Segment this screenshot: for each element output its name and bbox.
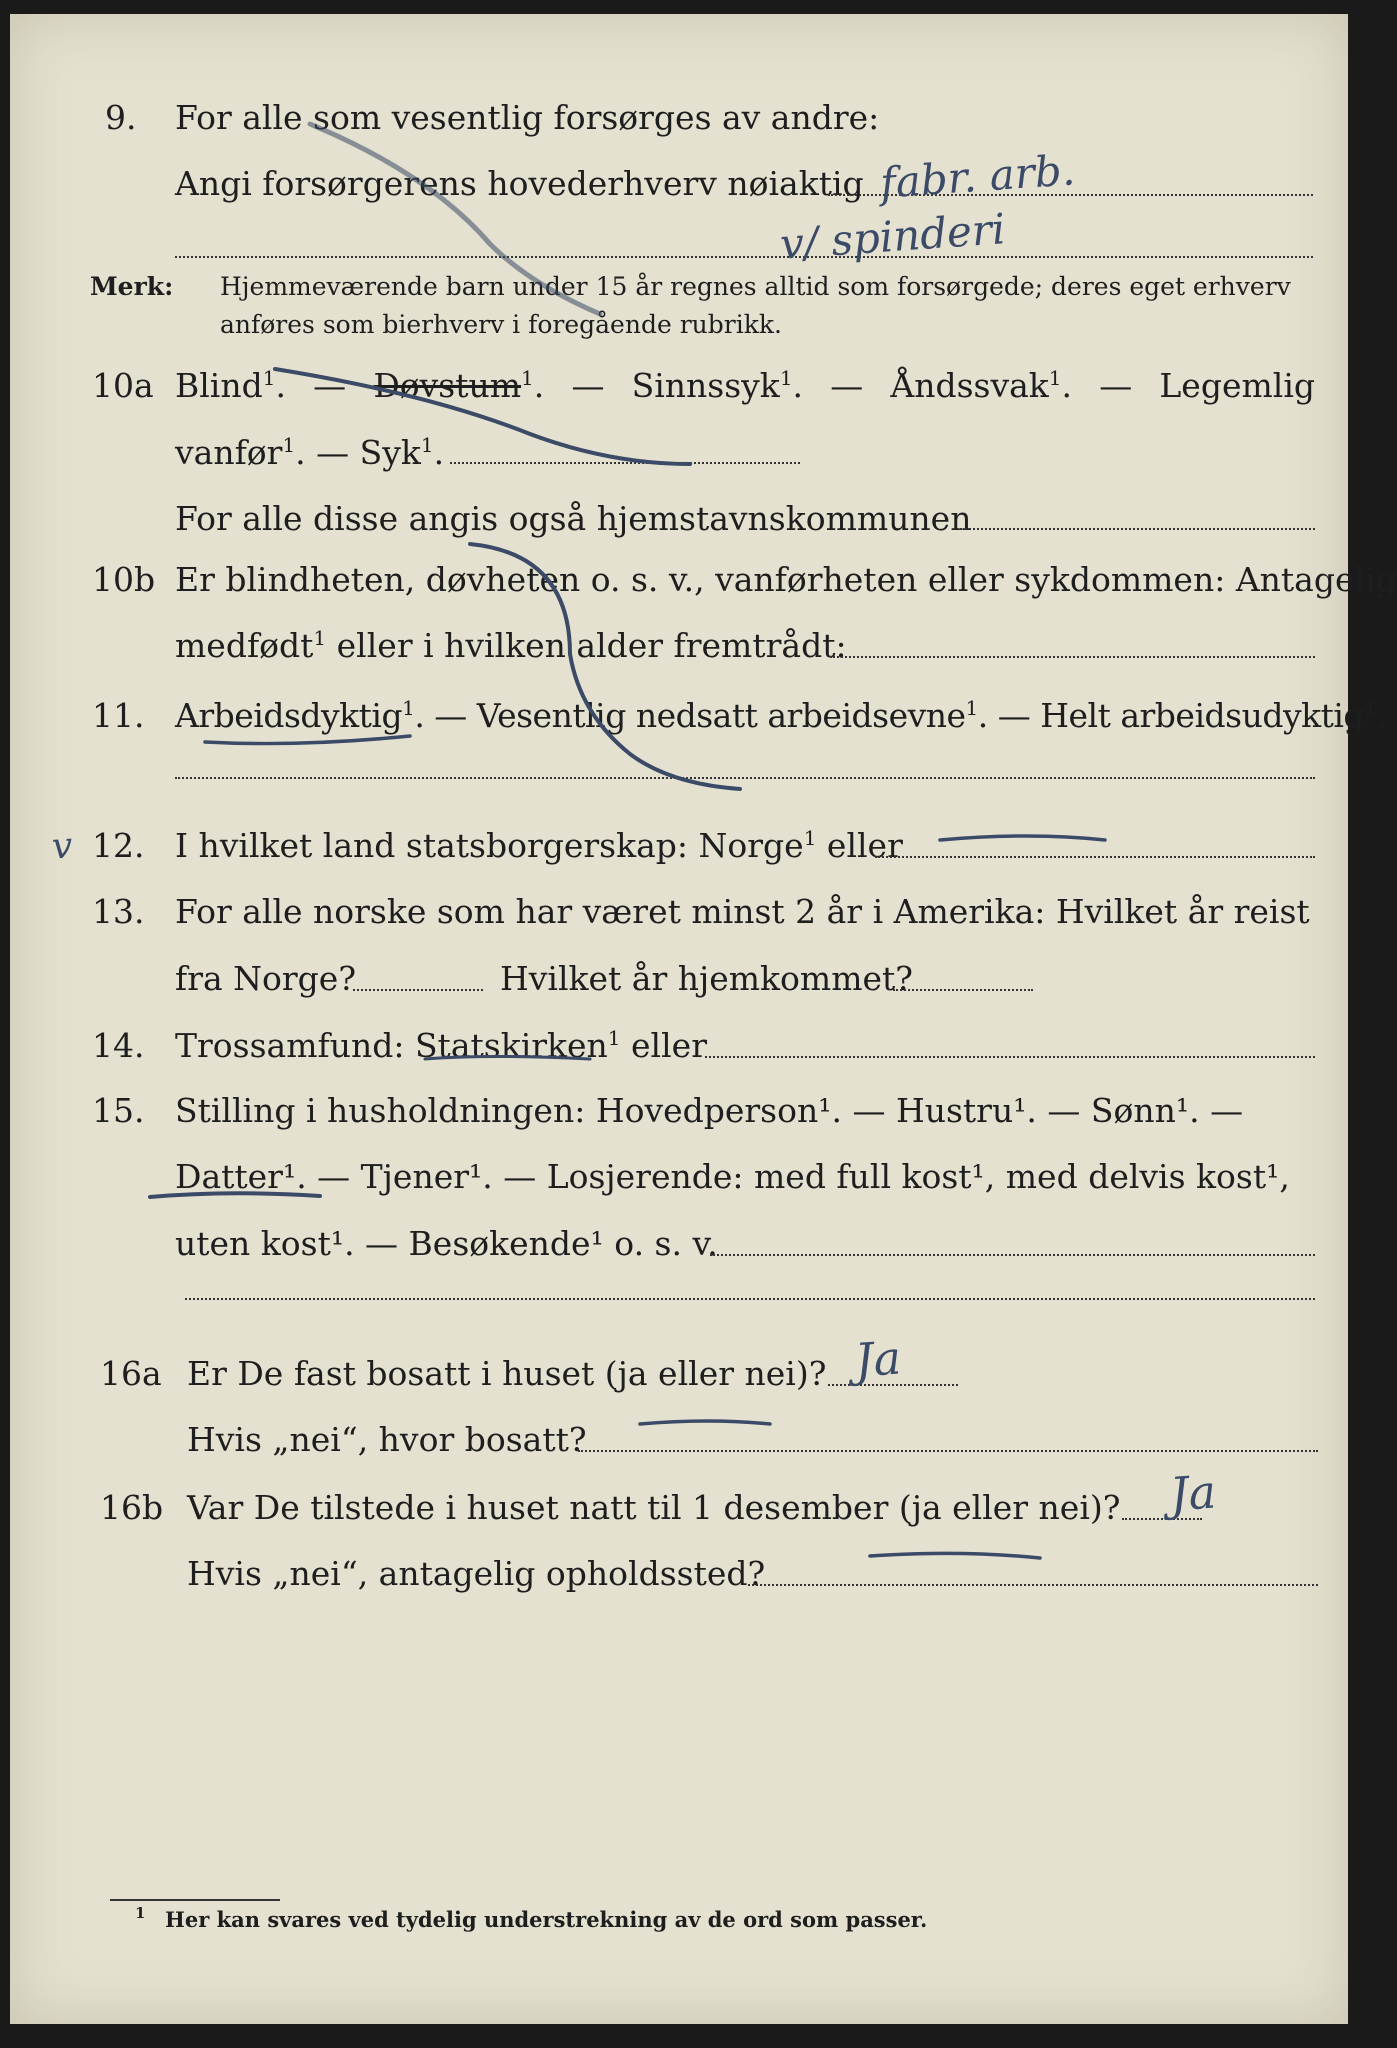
q12-line1: I hvilket land statsborgerskap: Norge$^1$ eller	[175, 826, 903, 865]
q16a-answer-dash	[640, 1421, 770, 1424]
q10a-andssvak: Åndssvak$^1$.	[890, 366, 1073, 405]
q16b-handwritten-answer: Ja	[1168, 1464, 1218, 1522]
q10b-line2: medfødt$^1$ eller i hvilken alder fremtrådt:	[175, 626, 847, 665]
q13-line2b: Hvilket år hjemkommet?	[500, 959, 913, 998]
merk-label: Merk:	[90, 272, 174, 301]
q16a-line1: Er De fast bosatt i huset (ja eller nei)?	[187, 1354, 827, 1393]
pencil-marks-layer	[10, 14, 1348, 2024]
q10a-sinnssyk: Sinnssyk$^1$.	[631, 366, 804, 405]
q12-answer-dash	[940, 836, 1105, 840]
q14-line1: Trossamfund: Statskirken$^1$ eller	[175, 1026, 707, 1065]
q11-number: 11.	[92, 696, 145, 735]
q10a-line1: Blind$^1$. — Døvstum$^1$. — Sinnssyk$^1$. — Åndssvak$^1$. — Legemlig	[175, 366, 1315, 405]
census-form-page	[10, 14, 1397, 2024]
q12-number: 12.	[92, 826, 145, 865]
q9-line2: Angi forsørgerens hovederhverv nøiaktig	[175, 164, 864, 203]
q16a-handwritten-answer: Ja	[853, 1330, 903, 1388]
q9-handwritten-answer-1: fabr. arb.	[878, 145, 1077, 208]
q9-number: 9.	[105, 98, 137, 137]
merk-line1: Hjemmeværende barn under 15 år regnes alltid som forsørgede; deres eget erhverv	[220, 272, 1291, 301]
q12-tick-mark: v	[50, 825, 74, 868]
q14-number: 14.	[92, 1026, 145, 1065]
q11-line1: Arbeidsdyktig$^1$. — Vesentlig nedsatt arbeidsevne$^1$. — Helt arbeidsudyktig$^1$.	[175, 696, 1387, 735]
q15-line1: Stilling i husholdningen: Hovedperson¹. — Hustru¹. — Sønn¹. —	[175, 1091, 1244, 1130]
q13-number: 13.	[92, 892, 145, 931]
q10a-line2: vanfør$^1$. — Syk$^1$.	[175, 433, 445, 472]
q13-line2a: fra Norge?	[175, 959, 357, 998]
q15-line2: Datter¹. — Tjener¹. — Losjerende: med full kost¹, med delvis kost¹,	[175, 1157, 1290, 1196]
footnote-text: Her kan svares ved tydelig understrekning av de ord som passer.	[165, 1907, 928, 1932]
q10a-dovstum: Døvstum$^1$.	[373, 366, 545, 405]
q11-underline-mark	[205, 736, 410, 744]
q13-line1: For alle norske som har været minst 2 år i Amerika: Hvilket år reist	[175, 892, 1310, 931]
q10a-number: 10a	[92, 366, 154, 405]
q14-underline-mark	[425, 1057, 590, 1060]
q10a-line3: For alle disse angis også hjemstavnskommunen	[175, 499, 972, 538]
q9-handwritten-answer-2: v/ spinderi	[778, 204, 1007, 269]
q11-strike-mark	[470, 544, 740, 789]
q16b-line1: Var De tilstede i huset natt til 1 desember (ja eller nei)?	[187, 1488, 1121, 1527]
q16b-line2: Hvis „nei“, antagelig opholdssted?	[187, 1554, 766, 1593]
q10b-number: 10b	[92, 560, 156, 599]
q10a-legemlig: Legemlig	[1159, 366, 1315, 405]
q15-number: 15.	[92, 1091, 145, 1130]
q10b-line1: Er blindheten, døvheten o. s. v., vanførheten eller sykdommen: Antagelig	[175, 560, 1397, 599]
q16b-number: 16b	[100, 1488, 164, 1527]
q10a-blind: Blind$^1$.	[175, 366, 286, 405]
q9-strike-mark	[310, 124, 600, 314]
q15-underline-mark	[150, 1193, 320, 1197]
q10a-strike-mark	[275, 366, 690, 464]
footnote-mark: 1	[135, 1904, 146, 1922]
q15-line3: uten kost¹. — Besøkende¹ o. s. v.	[175, 1224, 718, 1263]
q9-line1: For alle som vesentlig forsørges av andre:	[175, 98, 880, 137]
merk-line2: anføres som bierhverv i foregående rubrikk.	[220, 310, 782, 339]
q16b-answer-dash	[870, 1553, 1040, 1558]
q16a-line2: Hvis „nei“, hvor bosatt?	[187, 1420, 587, 1459]
q16a-number: 16a	[100, 1354, 162, 1393]
